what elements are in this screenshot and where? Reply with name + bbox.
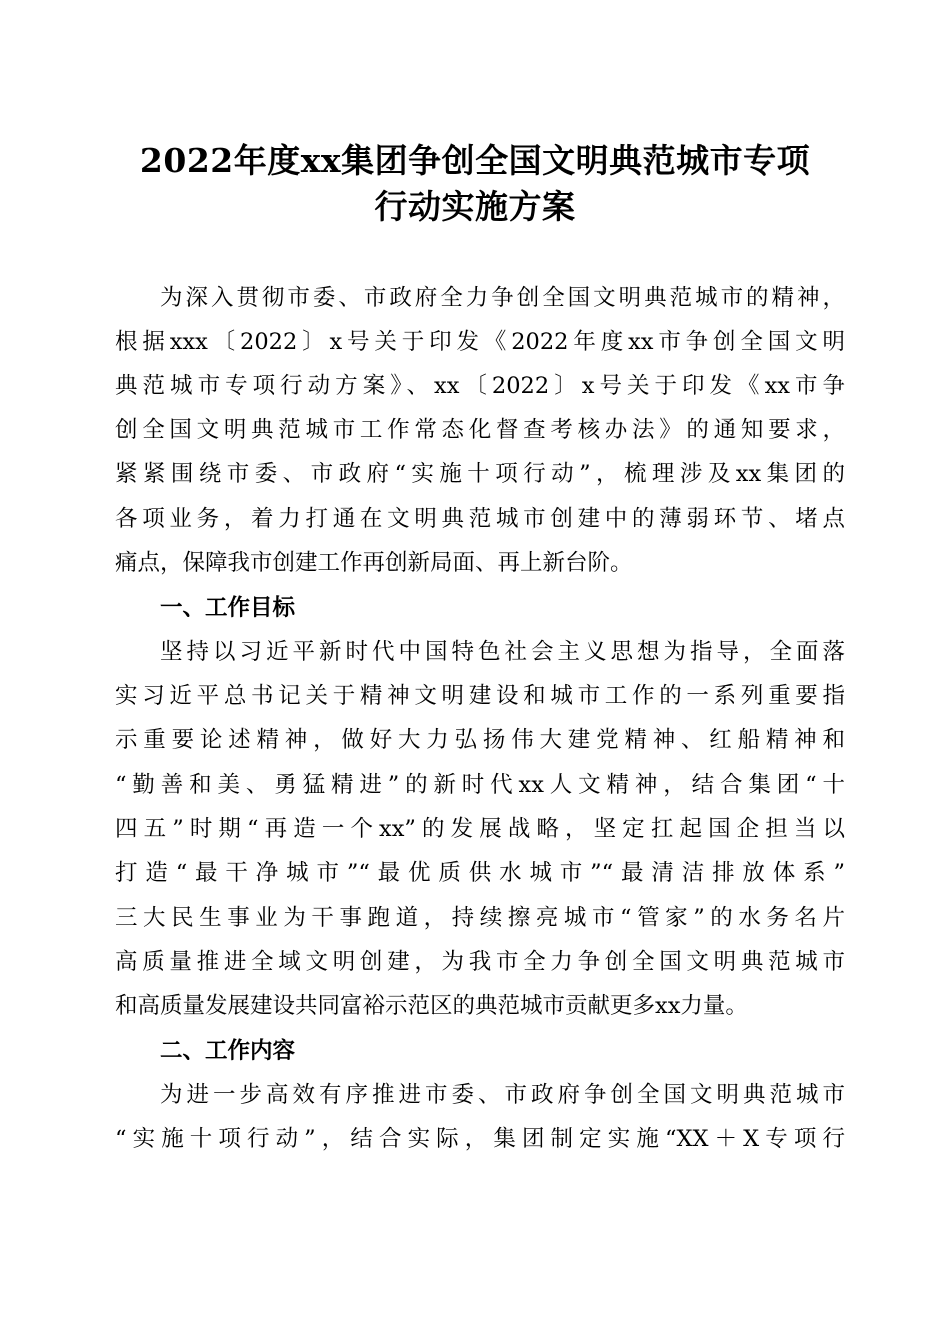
intro-paragraph-line: 各项业务，着力打通在文明典范城市创建中的薄弱环节、堵点	[115, 506, 845, 532]
goals-paragraph-line: 和高质量发展建设共同富裕示范区的典范城市贡献更多xx力量。	[115, 993, 748, 1019]
intro-paragraph-line: 创全国文明典范城市工作常态化督查考核办法》的通知要求，	[115, 417, 845, 443]
section-heading-goals: 一、工作目标	[160, 595, 296, 621]
goals-paragraph-line: 打造“最干净城市”“最优质供水城市”“最清洁排放体系”	[115, 860, 845, 886]
goals-paragraph-line: 示重要论述精神，做好大力弘扬伟大建党精神、红船精神和	[115, 727, 845, 753]
goals-paragraph-line: “勤善和美、勇猛精进”的新时代xx人文精神，结合集团“十	[115, 772, 845, 798]
goals-paragraph-line: 实习近平总书记关于精神文明建设和城市工作的一系列重要指	[115, 683, 845, 709]
goals-paragraph-line: 三大民生事业为干事跑道，持续擦亮城市“管家”的水务名片	[115, 905, 845, 931]
intro-paragraph-line: 痛点，保障我市创建工作再创新局面、再上新台阶。	[115, 550, 633, 576]
content-paragraph-line: “实施十项行动”，结合实际，集团制定实施“XX＋X专项行	[115, 1126, 845, 1152]
content-paragraph-line: 为进一步高效有序推进市委、市政府争创全国文明典范城市	[160, 1082, 845, 1108]
goals-paragraph-line: 坚持以习近平新时代中国特色社会主义思想为指导，全面落	[160, 639, 845, 665]
document-title-line-1: 2022年度xx集团争创全国文明典范城市专项	[139, 141, 811, 180]
intro-paragraph-line: 紧紧围绕市委、市政府“实施十项行动”，梳理涉及xx集团的	[115, 461, 845, 487]
goals-paragraph-line: 四五”时期“再造一个xx”的发展战略，坚定扛起国企担当以	[115, 816, 845, 842]
intro-paragraph-line: 根据xxx〔2022〕x号关于印发《2022年度xx市争创全国文明	[115, 329, 845, 355]
intro-paragraph-line: 典范城市专项行动方案》、xx〔2022〕x号关于印发《xx市争	[115, 373, 845, 399]
goals-paragraph-line: 高质量推进全域文明创建，为我市全力争创全国文明典范城市	[115, 949, 845, 975]
document-title-line-2: 行动实施方案	[374, 187, 576, 226]
section-heading-content: 二、工作内容	[160, 1038, 296, 1064]
intro-paragraph-line: 为深入贯彻市委、市政府全力争创全国文明典范城市的精神，	[160, 285, 845, 311]
